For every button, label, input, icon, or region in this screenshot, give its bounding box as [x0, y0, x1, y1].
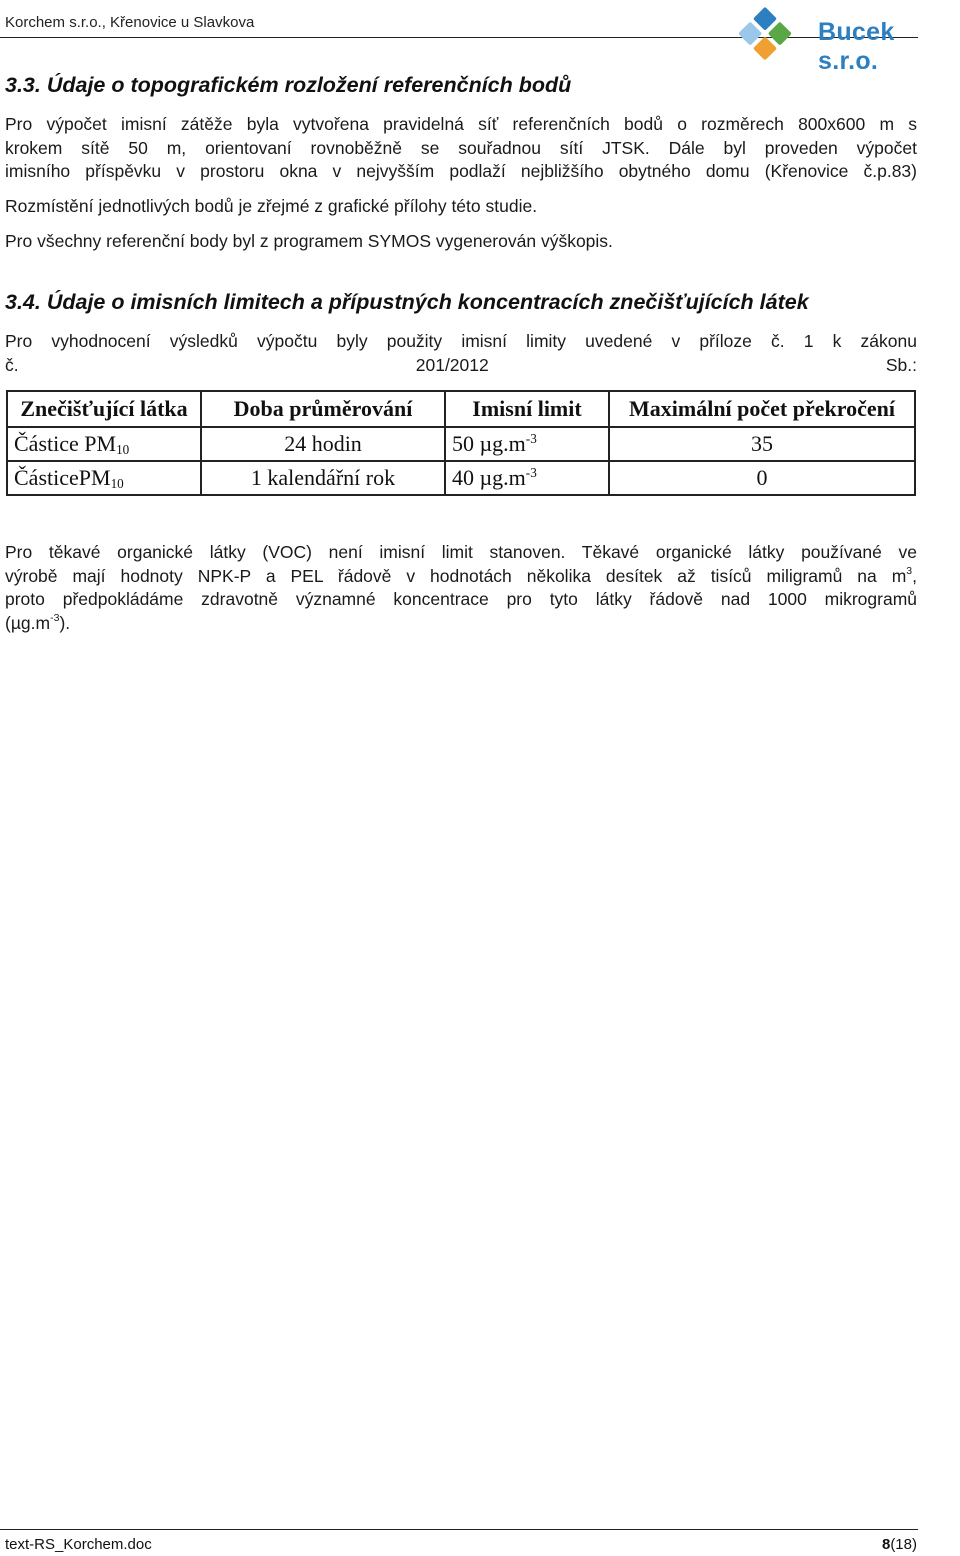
voc-paragraph	[5, 541, 917, 635]
cell-limit: 50 $\mu g.m^{-3}$	[445, 427, 609, 461]
logo-square-blue	[753, 7, 777, 31]
col-header-max: Maximální počet překročení	[609, 391, 915, 427]
cell-pollutant: Částice $PM_{10}$	[7, 427, 201, 461]
voc-line-2: výrobě mají hodnoty NPK-P a PEL řádově v hodnotách několika desítek až tisíců miligramů na $m^3$,	[5, 564, 917, 586]
p34-line-2: č. 201/2012 Sb.:	[5, 354, 917, 375]
logo-text: Bucek s.r.o.	[818, 18, 895, 75]
col-header-limit: Imisní limit	[445, 391, 609, 427]
voc-line-3: proto předpokládáme zdravotně významné koncentrace pro tyto látky řádově nad 1000 mikrogramů	[5, 589, 917, 609]
footer-page-number	[882, 1536, 917, 1553]
footer-filename: text-RS_Korchem.doc	[5, 1536, 152, 1553]
cell-max: 35	[609, 427, 915, 461]
cell-period: 24 hodin	[201, 427, 445, 461]
current-page: 8	[881, 1536, 891, 1553]
logo-square-green	[768, 22, 792, 46]
p34-line-1: Pro vyhodnocení výsledků výpočtu byly použity imisní limity uvedené v příloze č. 1 k zákonu	[5, 331, 917, 351]
section-3-3-paragraph-1	[5, 113, 917, 184]
cell-pollutant: ČásticePM$_{10}$	[7, 461, 201, 495]
voc-line-1: Pro těkavé organické látky (VOC) není imisní limit stanoven. Těkavé organické látky používané ve	[5, 542, 917, 562]
p1-line-3: imisního příspěvku v prostoru okna v nejvyšším podlaží nejbližšího obytného domu (Křenovice č.p.83)	[5, 161, 917, 181]
section-3-3-paragraph-3: Pro všechny referenční body byl z programem SYMOS vygenerován výškopis.	[5, 231, 613, 251]
col-header-period: Doba průměrování	[201, 391, 445, 427]
table-row	[7, 427, 915, 461]
p1-line-2: krokem sítě 50 m, orientovaní rovnoběžně se souřadnou sítí JTSK. Dále byl proveden výpočet	[5, 137, 917, 158]
footer-divider	[0, 1529, 918, 1530]
table-row	[7, 461, 915, 495]
logo-square-orange	[753, 36, 777, 60]
col-header-pollutant: Znečišťující látka	[7, 391, 201, 427]
cell-limit: 40 $\mu g.m^{-3}$	[445, 461, 609, 495]
header-company: Korchem s.r.o., Křenovice u Slavkova	[5, 14, 255, 31]
section-3-3-heading: 3.3. Údaje o topografickém rozložení referenčních bodů	[5, 73, 572, 97]
section-3-3-paragraph-2: Rozmístění jednotlivých bodů je zřejmé z grafické přílohy této studie.	[5, 196, 538, 216]
cell-max: 0	[609, 461, 915, 495]
cell-period: 1 kalendářní rok	[201, 461, 445, 495]
p1-line-1: Pro výpočet imisní zátěže byla vytvořena pravidelná síť referenčních bodů o rozměrech 800x600 m s	[5, 114, 917, 134]
logo-square-lightblue	[738, 22, 762, 46]
section-3-4-heading: 3.4. Údaje o imisních limitech a přípustných koncentracích znečišťujících látek	[5, 290, 809, 314]
table-header-row	[7, 391, 915, 427]
limits-table	[6, 390, 916, 496]
section-3-4-paragraph	[5, 330, 917, 377]
total-pages: (18)	[890, 1536, 917, 1553]
voc-line-4: $(\mu g.m^{-3})$.	[5, 611, 71, 633]
